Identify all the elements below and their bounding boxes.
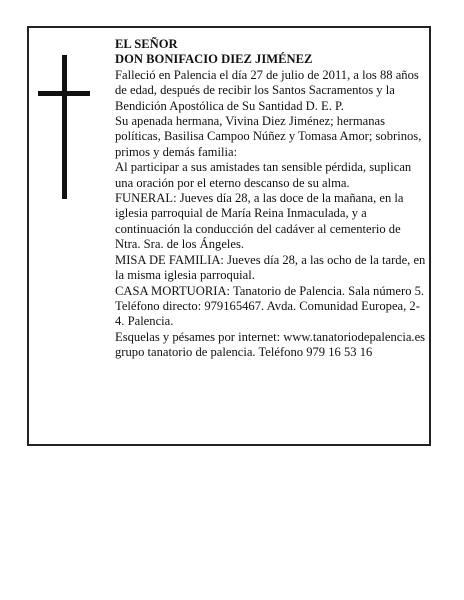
notice-paragraph-internet: Esquelas y pésames por internet: www.tanatoriodepalencia.es (115, 329, 426, 344)
notice-content (115, 37, 427, 361)
latin-cross-icon (38, 55, 90, 199)
notice-paragraph-family: Su apenada hermana, Vivina Diez Jiménez; hermanas políticas, Basilisa Campoo Núñez y Tomasa Amor; sobrinos, primos y demás familia: (115, 114, 422, 159)
notice-paragraph-contact: grupo tanatorio de palencia. Teléfono 979 16 53 16 (115, 345, 373, 360)
notice-paragraph-prayer: Al participar a sus amistades tan sensible pérdida, suplican una oración por el eterno descanso de su alma. (115, 160, 412, 190)
obituary-notice (27, 26, 431, 446)
cross-horizontal-bar (38, 91, 90, 96)
notice-paragraph-family-mass: MISA DE FAMILIA: Jueves día 28, a las ocho de la tarde, en la misma iglesia parroquial. (115, 252, 426, 283)
notice-paragraph-funeral: FUNERAL: Jueves día 28, a las doce de la mañana, en la iglesia parroquial de María Reina Inmaculada, y a continuación la conducción del cadáver al cementerio de Ntra. Sra. de los Ángeles. (115, 191, 404, 252)
notice-paragraph-death: Falleció en Palencia el día 27 de julio de 2011, a los 88 años de edad, después de recibir los Santos Sacramentos y la Bendición Apostólica de Su Santidad D. E. P. (115, 67, 419, 113)
notice-paragraph-funeral-home: CASA MORTUORIA: Tanatorio de Palencia. Sala número 5. Teléfono directo: 979165467. Avda. Comunidad Europea, 2-4. Palencia. (115, 283, 425, 329)
cross-vertical-bar (62, 55, 67, 199)
notice-title-line-1: EL SEÑOR (115, 37, 178, 51)
notice-title-line-2: DON BONIFACIO DIEZ JIMÉNEZ (115, 52, 313, 67)
